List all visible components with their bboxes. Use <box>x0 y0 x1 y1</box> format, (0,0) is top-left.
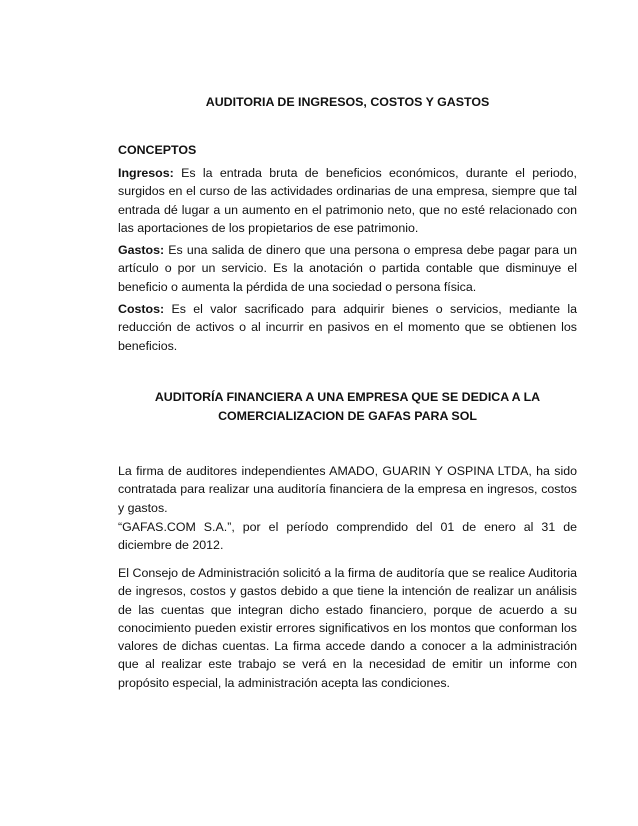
concept-costos <box>118 300 577 355</box>
concept-term: Gastos: <box>118 243 165 257</box>
concept-gastos <box>118 241 577 296</box>
body-paragraph: El Consejo de Administración solicitó a la firma de auditoría que se realice Auditoria de ingresos, costos y gastos debido a que tiene la intención de realizar un análisis de las cuentas que integran dicho estado financiero, porque de acuerdo a su conocimiento pueden existir errores significativos en los montos que conforman los valores de dichas cuentas. La firma accede dando a conocer a la administración que al realizar este trabajo se verá en la necesidad de emitir un informe con propósito especial, la administración acepta las condiciones. <box>118 566 577 690</box>
subtitle-line: AUDITORÍA FINANCIERA A UNA EMPRESA QUE SE DEDICA A LA <box>154 390 541 404</box>
concept-definition: Es el valor sacrificado para adquirir bienes o servicios, mediante la reducción de activos o al incurrir en pasivos en el momento que se obtienen los beneficios. <box>118 302 577 353</box>
body-paragraph: “GAFAS.COM S.A.”, por el período comprendido del 01 de enero al 31 de diciembre de 2012. <box>118 520 577 553</box>
subtitle-line: COMERCIALIZACION DE GAFAS PARA SOL <box>218 409 477 423</box>
concept-term: Costos: <box>118 302 165 316</box>
concept-definition: Es la entrada bruta de beneficios económicos, durante el periodo, surgidos en el curso de las actividades ordinarias de una empresa, siempre que tal entrada dé lugar a un aumento en el patrimonio neto, que no esté relacionado con las aportaciones de los propietarios de ese patrimonio. <box>118 166 577 235</box>
concepts-heading: CONCEPTOS <box>118 143 197 157</box>
concept-definition: Es una salida de dinero que una persona o empresa debe pagar para un artículo o por un servicio. Es la anotación o partida contable que disminuye el beneficio o aumenta la pérdida de una sociedad o persona física. <box>118 243 577 294</box>
page-title: AUDITORIA DE INGRESOS, COSTOS Y GASTOS <box>205 95 490 109</box>
concept-ingresos <box>118 164 577 237</box>
body-paragraph: La firma de auditores independientes AMADO, GUARIN Y OSPINA LTDA, ha sido contratada para realizar una auditoría financiera de la empresa en ingresos, costos y gastos. <box>118 464 577 515</box>
section-subtitle <box>118 388 577 426</box>
concept-term: Ingresos: <box>118 166 174 180</box>
